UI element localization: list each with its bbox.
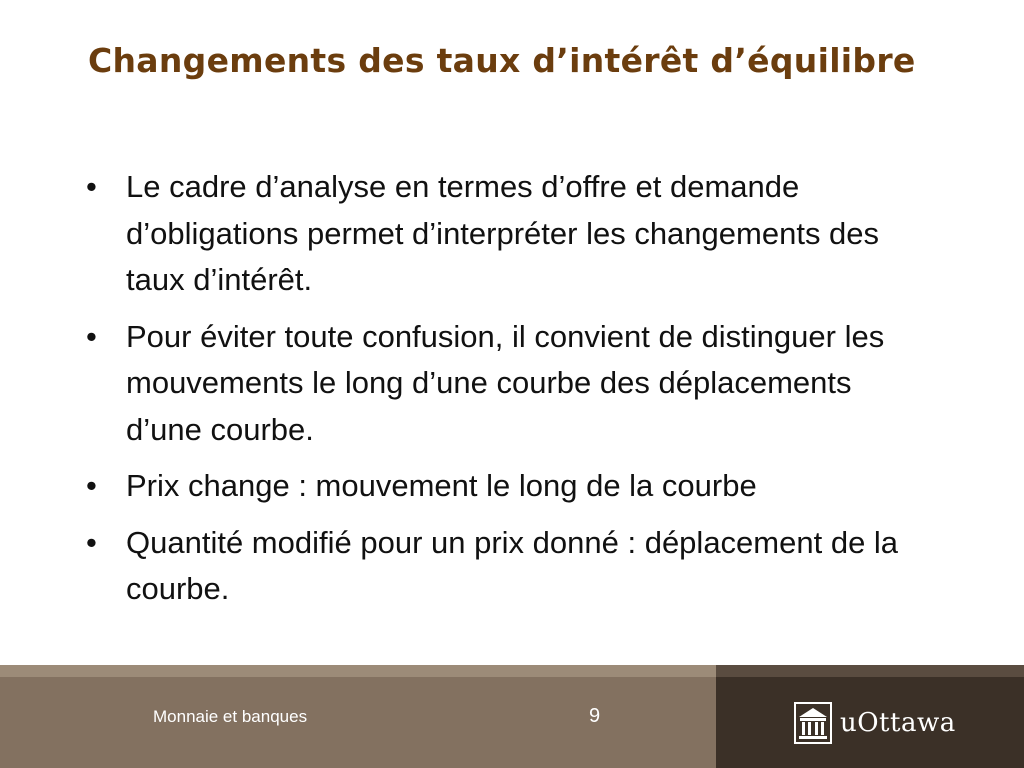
bullet-item xyxy=(80,463,910,510)
footer-right-panel xyxy=(716,665,1024,768)
uottawa-logo xyxy=(794,701,956,745)
slide-title: Changements des taux d’intérêt d’équilibre xyxy=(88,41,916,80)
bullet-symbol: • xyxy=(86,468,97,503)
footer-left-stripe xyxy=(0,665,716,677)
bullet-text: Prix change : mouvement le long de la courbe xyxy=(126,468,757,503)
bullet-symbol: • xyxy=(86,169,97,204)
bullet-symbol: • xyxy=(86,318,97,354)
logo-text: uOttawa xyxy=(840,708,956,738)
bullet-item xyxy=(80,520,910,613)
bullet-item xyxy=(80,314,910,454)
footer-course-name: Monnaie et banques xyxy=(153,707,308,726)
university-building-icon xyxy=(794,702,832,744)
bullet-item xyxy=(80,164,910,304)
bullet-text: Le cadre d’analyse en termes d’offre et demande d’obligations permet d’interpréter les changements des taux d’intérêt. xyxy=(126,169,880,297)
footer-left-panel xyxy=(0,665,716,768)
bullet-list xyxy=(80,164,910,623)
page-number: 9 xyxy=(589,705,601,727)
footer-right-stripe xyxy=(716,665,1024,677)
footer xyxy=(0,665,1024,768)
bullet-text: Quantité modifié pour un prix donné : déplacement de la courbe. xyxy=(126,524,899,606)
bullet-text: Pour éviter toute confusion, il convient de distinguer les mouvements le long d’une courbe des déplacements d’une courbe. xyxy=(126,318,885,447)
bullet-symbol: • xyxy=(86,524,97,560)
